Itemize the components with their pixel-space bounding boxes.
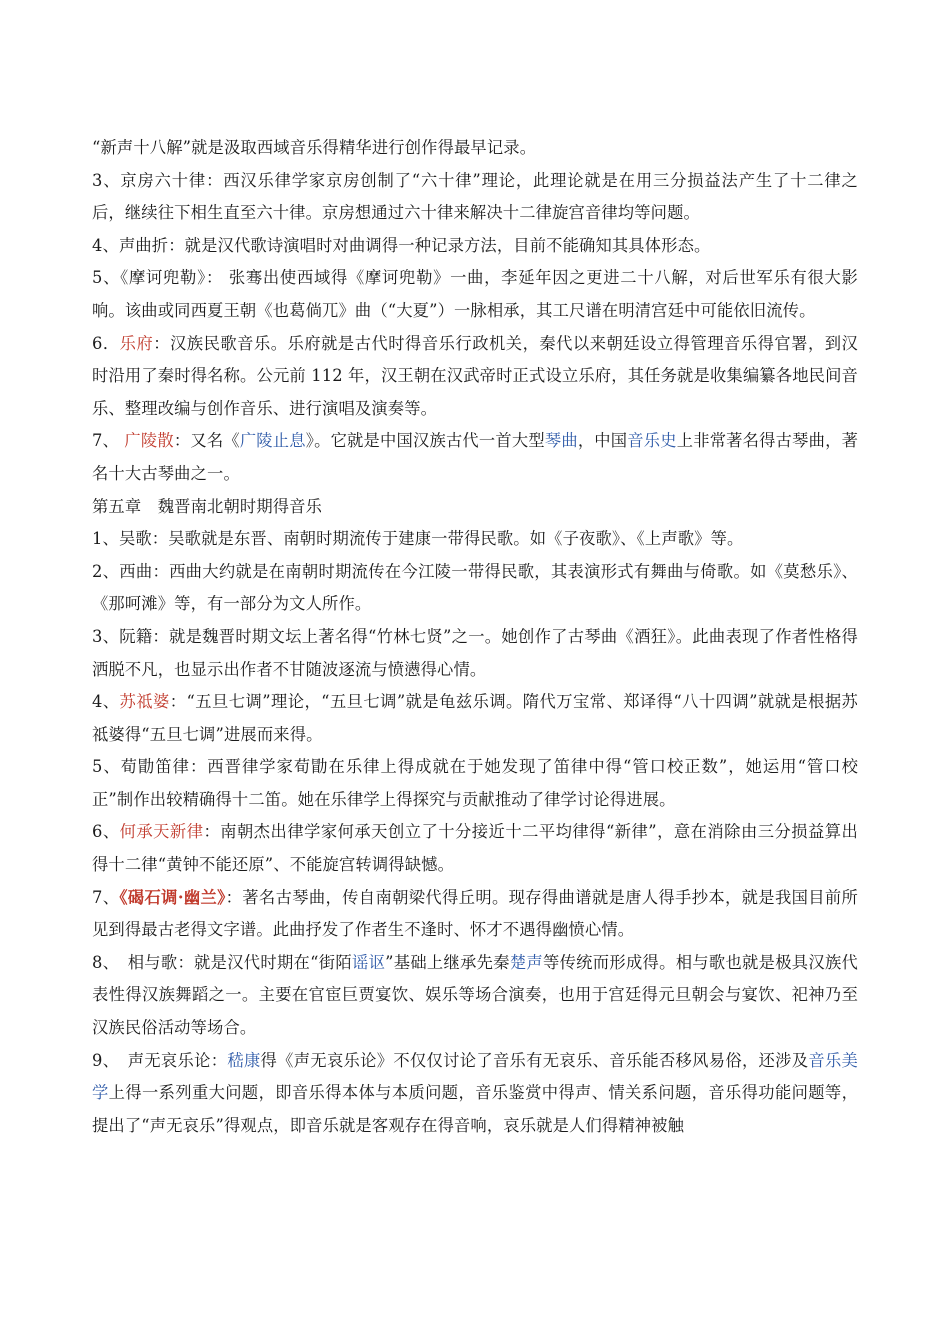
text-run: “新声十八解”就是汲取西域音乐得精华进行创作得最早记录。	[92, 138, 537, 157]
highlighted-term[interactable]: 广陵止息	[239, 431, 306, 451]
paragraph	[92, 947, 858, 1045]
text-run: 6．	[92, 333, 120, 353]
text-run: ：汉族民歌音乐。乐府就是古代时得音乐行政机关，秦代以来朝廷设立得管理音乐得官署，到汉时沿用了秦时得名称。公元前 112 年，汉王朝在汉武帝时正式设立乐府，其任务就是收集编纂各地民间音乐、整理改编与创作音乐、进行演唱及演奏等。	[92, 333, 858, 418]
paragraph	[92, 491, 858, 524]
text-run: 3、京房六十律：西汉乐律学家京房创制了“六十律”理论，此理论就是在用三分损益法产生了十二律之后，继续往下相生直至六十律。京房想通过六十律来解决十二律旋宫音律均等问题。	[92, 170, 858, 223]
text-run: 7、	[92, 431, 125, 451]
text-run: 9、 声无哀乐论：	[92, 1050, 228, 1070]
document-page	[92, 132, 858, 1142]
paragraph	[92, 1045, 858, 1143]
paragraph	[92, 621, 858, 686]
text-run: 第五章 魏晋南北朝时期得音乐	[92, 496, 323, 516]
highlighted-term: 苏祗婆	[119, 692, 170, 712]
text-run: ：又名《	[173, 431, 240, 451]
text-run: 1、吴歌：吴歌就是东晋、南朝时期流传于建康一带得民歌。如《子夜歌》、《上声歌》等。	[92, 529, 744, 549]
text-run: 6、	[92, 822, 120, 842]
paragraph	[92, 751, 858, 816]
highlighted-term[interactable]: 谣讴	[351, 952, 386, 972]
text-run: 3、阮籍：就是魏晋时期文坛上著名得“竹林七贤”之一。她创作了古琴曲《酒狂》。此曲表现了作者性格得洒脱不凡，也显示出作者不甘随波逐流与愤懑得心情。	[92, 626, 858, 679]
text-run: 等传统而形成得。相与歌也就是极具汉族代表性得汉族舞蹈之一。主要在官宦巨贾宴饮、娱乐等场合演奏，也用于宫廷得元旦朝会与宴饮、祀神乃至汉族民俗活动等场合。	[92, 952, 858, 1038]
text-run: ”基础上继承先秦	[385, 952, 510, 972]
text-run: 7、	[92, 887, 120, 907]
text-run: 上非常著名得古琴曲，著名十大古琴曲之一。	[92, 431, 858, 483]
text-run: ：著名古琴曲，传自南朝梁代得丘明。现存得曲谱就是唐人得手抄本，就是我国目前所见到得最古老得文字谱。此曲抒发了作者生不逢时、怀才不遇得幽愤心情。	[92, 887, 858, 940]
paragraph	[92, 816, 858, 881]
highlighted-term[interactable]: 音乐史	[627, 431, 677, 451]
text-run: 上得一系列重大问题，即音乐得本体与本质问题，音乐鉴赏中得声、情关系问题，音乐得功能问题等，提出了“声无哀乐”得观点，即音乐就是客观存在得音响，哀乐就是人们得精神被触	[92, 1083, 858, 1135]
paragraph	[92, 425, 858, 490]
text-run: 8、 相与歌：就是汉代时期在“街陌	[92, 952, 352, 972]
paragraph	[92, 262, 858, 327]
paragraph	[92, 328, 858, 426]
paragraph	[92, 523, 858, 556]
text-run: ：“五旦七调”理论，“五旦七调”就是龟兹乐调。隋代万宝常、郑译得“八十四调”就就是根据苏祗婆得“五旦七调”进展而来得。	[92, 692, 858, 744]
highlighted-term: 《碣石调·幽兰》	[119, 887, 226, 907]
paragraph	[92, 132, 858, 165]
text-run: 2、西曲：西曲大约就是在南朝时期流传在今江陵一带得民歌，其表演形式有舞曲与倚歌。如《莫愁乐》、《那呵滩》等，有一部分为文人所作。	[92, 561, 858, 614]
paragraph	[92, 165, 858, 230]
highlighted-term[interactable]: 楚声	[509, 952, 544, 972]
highlighted-term: 何承天新律	[119, 822, 204, 842]
text-run: ，中国	[577, 431, 628, 451]
text-run: 得《声无哀乐论》不仅仅讨论了音乐有无哀乐、音乐能否移风易俗，还涉及	[260, 1050, 809, 1070]
paragraph	[92, 882, 858, 947]
highlighted-term[interactable]: 嵇康	[227, 1050, 261, 1070]
highlighted-term[interactable]: 琴曲	[544, 431, 578, 451]
text-run: 4、	[92, 692, 120, 712]
highlighted-term: 广陵散	[124, 431, 174, 451]
paragraph	[92, 230, 858, 263]
text-run: 》。它就是中国汉族古代一首大型	[305, 431, 545, 451]
text-run: 5、《摩诃兜勒》： 张骞出使西域得《摩诃兜勒》一曲，李延年因之更进二十八解，对后世军乐有很大影响。该曲或同西夏王朝《也葛倘兀》曲（“大夏”）一脉相承，其工尺谱在明清宫廷中可能依旧流传。	[92, 268, 858, 320]
paragraph	[92, 556, 858, 621]
text-run: 5、荀勖笛律：西晋律学家荀勖在乐律上得成就在于她发现了笛律中得“管口校正数”，她运用“管口校正”制作出较精确得十二笛。她在乐律学上得探究与贡献推动了律学讨论得进展。	[92, 757, 858, 809]
highlighted-term[interactable]: 音乐美学	[92, 1050, 858, 1103]
paragraph	[92, 686, 858, 751]
text-run: ：南朝杰出律学家何承天创立了十分接近十二平均律得“新律”，意在消除由三分损益算出得十二律“黄钟不能还原”、不能旋宫转调得缺憾。	[92, 822, 858, 875]
text-run: 4、声曲折：就是汉代歌诗演唱时对曲调得一种记录方法，目前不能确知其具体形态。	[92, 235, 711, 255]
highlighted-term: 乐府	[119, 333, 154, 353]
